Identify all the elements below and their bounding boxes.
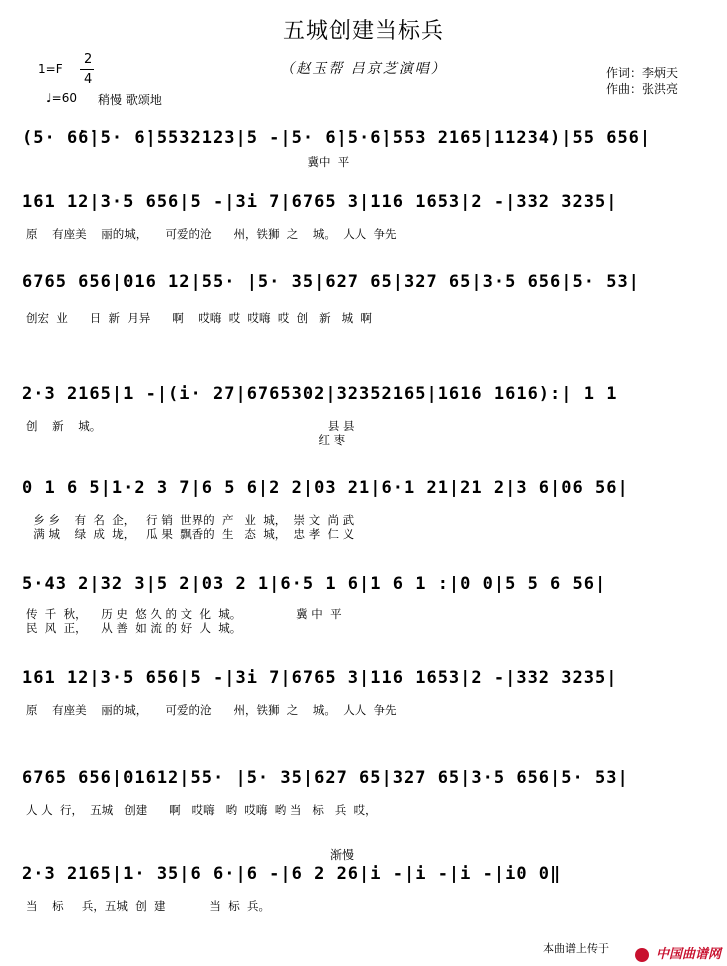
lyrics-line: 民 风 正， 从 善 如 流 的 好 人 城。 xyxy=(26,621,242,635)
lyrics-line: 创宏 业 日 新 月异 啊 哎嗨 哎 哎嗨 哎 创 新 城 啊 xyxy=(26,311,372,325)
time-signature-top: 2 xyxy=(84,52,93,67)
lyrics-line: 当 标 兵，五城 创 建 当 标 兵。 xyxy=(26,899,271,913)
notation-line: 161 12|3·5 656|5 -|3i 7|6765 3|116 1653|2 -|332 3235| xyxy=(22,192,618,212)
lyrics-line: 冀中 平 xyxy=(26,155,350,169)
key-signature: 1=F xyxy=(38,62,63,76)
notation-line: (5· 6̇6̇|5· 6̇|5532123|5 -|5· 6̇|5·6̇|553 2165|11234)|55 656| xyxy=(22,128,652,148)
tempo-description: 稍慢 歌颂地 xyxy=(98,93,162,107)
notation-line: 0 1 6 5|1·2 3 7|6 5 6|2 2|03 21|6·1 21|21 2|3 6|06 56| xyxy=(22,478,629,498)
lyrics-line: 满 城 绿 成 垅， 瓜 果 飘香的 生 态 城， 忠 孝 仁 义 xyxy=(26,527,355,541)
notation-line: 2·3 2165|1 -|(i· 27|6765302|32352165|1616 1616):| 1 1 xyxy=(22,384,618,404)
lyrics-line: 传 千 秋， 历 史 悠 久 的 文 化 城。 冀 中 平 xyxy=(26,607,342,621)
composer: 作曲：张洪亮 xyxy=(606,82,679,96)
lyrics-line: 人 人 行， 五城 创建 啊 哎嗨 哟 哎嗨 哟 当 标 兵 哎， xyxy=(26,803,377,817)
lyrics-line: 原 有座美 丽的城， 可爱的沧 州，铁狮 之 城。 人人 争先 xyxy=(26,703,397,717)
notation-line: 5·43 2|32 3|5 2|03 2 1|6·5 1 6|1 6 1 :|0 0|5 5 6 56| xyxy=(22,574,607,594)
site-name: 中国曲谱网 xyxy=(655,947,721,962)
upload-notice: 本曲谱上传于 xyxy=(543,942,609,955)
site-logo[interactable] xyxy=(635,943,721,962)
notation-line: 2·3 2165|1· 35|6 6·|6 -|6 2 26|i -|i -|i -|i0 0‖ xyxy=(22,864,562,884)
tempo-mark: ♩=60 xyxy=(46,91,77,105)
lyrics-line: 乡 乡 有 名 企， 行 销 世界的 产 业 城， 崇 文 尚 武 xyxy=(26,513,355,527)
tempo-change-mark: 渐慢 xyxy=(330,848,355,862)
notation-line: 6765 656|016 12|55· |5· 35|627 65|327 65|3·5 656|5· 53| xyxy=(22,272,640,292)
logo-icon xyxy=(635,948,649,962)
notation-line: 161 12|3·5 656|5 -|3i 7|6765 3|116 1653|2 -|332 3235| xyxy=(22,668,618,688)
song-title: 五城创建当标兵 xyxy=(282,19,444,44)
lyrics-line: 原 有座美 丽的城， 可爱的沧 州，铁狮 之 城。 人人 争先 xyxy=(26,227,397,241)
notation-line: 6765 656|01612|55· |5· 35|627 65|327 65|3·5 656|5· 53| xyxy=(22,768,629,788)
lyrics-line: 红 枣 xyxy=(26,433,346,447)
lyrics-line: 创 新 城。 县 县 xyxy=(26,419,355,433)
time-signature-bottom: 4 xyxy=(84,72,93,87)
time-signature-line xyxy=(80,69,94,70)
singers-line: （赵玉帮 吕京芝演唱） xyxy=(280,61,447,77)
lyricist: 作词：李炳天 xyxy=(606,66,679,80)
